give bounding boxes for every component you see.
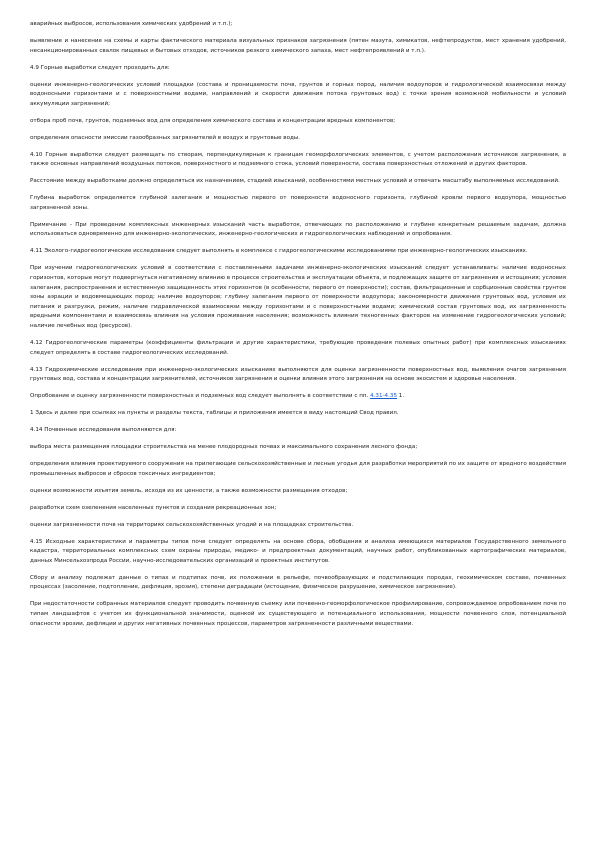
paragraph [30, 426, 566, 436]
paragraph [30, 194, 566, 213]
paragraph-text: 4.11 Эколого-гидрогеологические исследования следует выполнять в комплексе с гидрогеологическими исследованиями при инженерно-геологических изысканиях. [30, 248, 528, 255]
paragraph [30, 504, 566, 514]
paragraph [30, 521, 566, 531]
paragraph [30, 460, 566, 479]
paragraph [30, 177, 566, 187]
paragraph-text: выявление и нанесение на схемы и карты фактического материала визуальных признаков загрязнения (пятен мазута, химикатов, нефтепродуктов, мест хранения удобрений, несанкционированных свалок пищевых и бытовых отходов, источников резкого химического запаха, мест нефтепроявлений и т.п.). [30, 37, 566, 54]
paragraph [30, 366, 566, 385]
paragraph [30, 264, 566, 331]
document-page [30, 20, 566, 835]
paragraph [30, 247, 566, 257]
paragraph-text: При недостаточности собранных материалов следует проводить почвенную съемку или почвенно-геоморфологическое профилирование, сопровождаемое опробованием почв по типам ландшафтов с учетом их функциональной значимости, оценкой их существующего и потенциального использования, мощности почвенного слоя, потенциальной опасности эрозии, дефляции и других негативных почвенных процессов, параметров загрязненности различными веществами. [30, 601, 566, 627]
paragraph [30, 339, 566, 358]
paragraph [30, 600, 566, 629]
paragraph-text: 1 Здесь и далее при ссылках на пункты и разделы текста, таблицы и приложения имеется в виду настоящий Свод правил. [30, 410, 399, 417]
paragraph-text: аварийных выбросов, использования химических удобрений и т.п.); [30, 21, 233, 27]
paragraph-text: разработки схем озеленения населенных пунктов и создания рекреационных зон; [30, 504, 277, 511]
paragraph-text: 4.14 Почвенные исследования выполняются для: [30, 427, 177, 434]
paragraph [30, 574, 566, 593]
paragraph [30, 37, 566, 56]
paragraph [30, 64, 566, 74]
paragraph-text: оценки инженерно-геологических условий площадки (состава и проницаемости почв, грунтов и горных пород, наличия водоупоров и гидрологической взаимосвязи между водоносными горизонтами и с поверхностными водами, направлений и скорости движения потока грунтовых вод) с точки зрения возможной мобильности и условий аккумуляции загрязнений; [30, 81, 566, 107]
paragraph-text: определения влияния проектируемого сооружения на прилегающие сельскохозяйственные и лесные угодья для разработки мероприятий по их защите от вредного воздействия промышленных выбросов и сбросов токсичных ингредиентов; [30, 461, 566, 477]
footnote-marker: 1. [397, 393, 405, 400]
paragraph-text: Сбору и анализу подлежат данные о типах и подтипах почв, их положении в рельефе, почвообразующих и подстилающих породах, геохимическом составе, почвенных процессах (засоление, подтопление, дефляция, эрозия), степени деградации (истощение, физическое разрушение, химическое загрязнение). [30, 574, 566, 591]
paragraph-text: 4.10 Горные выработки следует размещать по створам, перпендикулярным к границам геоморфологических элементов, с учетом расположения источников загрязнения, а также основных направлений воздушных потоков, поверхностного и подземного стока, условий поверхности, состава поверхностных отложений и других факторов. [30, 151, 566, 168]
paragraph [30, 151, 566, 170]
paragraph [30, 538, 566, 567]
paragraph-text: Глубина выработок определяется глубиной залегания и мощностью первого от поверхности водоносного горизонта, глубиной кровли первого водоупора, мощностью загрязненной зоны. [30, 195, 566, 211]
paragraph-text: Примечание - При проведении комплексных инженерных изысканий часть выработок, отвечающих по расположению и глубине конкретным решаемым задачам, должна использоваться одновременно для инженерно-экологических, инженерно-геологических и гидрогеологических наблюдений и опробования. [30, 221, 566, 238]
paragraph [30, 409, 566, 419]
paragraph [30, 221, 566, 240]
paragraph [30, 81, 566, 110]
paragraph-text: Опробование и оценку загрязненности поверхностных и подземных вод следует выполнять в соответствии с пп. [30, 393, 371, 400]
paragraph-text: При изучении гидрогеологических условий в соответствии с поставленными задачами инженерно-экологических изысканий следует устанавливать: наличие водоносных горизонтов, которые могут подвергнуться негативному влиянию в процессе строительства и эксплуатации объекта, и подлежащих защите от загрязнения и истощения; условия залегания, распространения и естественную защищенность этих горизонтов (в особенности, первого от поверхности); состав, фильтрационные и сорбционные свойства грунтов зоны аэрации и водовмещающих пород; наличие водоупоров; глубину залегания первого от поверхности водоупора; закономерности движения грунтовых вод, условия их питания и разгрузки, режим, наличие гидравлической взаимосвязи между горизонтами и с поверхностными водами; химический состав грунтовых вод, их загрязненность вредными компонентами и взаимосвязь влияния на условия проживания населения; возможность влияния техногенных факторов на изменение гидрогеологических условий; наличие лечебных вод (ресурсов). [30, 265, 566, 329]
paragraph-text: 4.15 Исходные характеристики и параметры типов почв следует определять на основе сбора, обобщения и анализа имеющихся материалов Государственного земельного кадастра, территориальных комплексных схем охраны природы, медико- и предпроектных документаций, научных работ, опубликованных картографических материалов, данных Минсельхозпрода России, научно-исследовательских организаций и проектных институтов. [30, 538, 566, 564]
paragraph [30, 392, 566, 402]
paragraph-text: выбора места размещения площадки строительства на менее плодородных почвах и максимального сохранения лесного фонда; [30, 444, 418, 451]
paragraph-text: 4.9 Горные выработки следует проходить для: [30, 64, 170, 71]
paragraph [30, 134, 566, 144]
paragraph-text: оценки загрязненности почв на территориях сельскохозяйственных угодий и на площадках строительства. [30, 521, 354, 528]
paragraph-text: отбора проб почв, грунтов, подземных вод для определения химического состава и концентрации вредных компонентов; [30, 117, 396, 124]
section-reference-link[interactable]: 4.31-4.35 [370, 393, 398, 400]
paragraph-text: Расстояние между выработками должно определяться их назначением, стадией изысканий, особенностями местных условий и отвечать масштабу выполняемых исследований. [30, 178, 560, 185]
paragraph-text: 4.12 Гидрогеологические параметры (коэффициенты фильтрации и другие характеристики, требующие проведения полевых опытных работ) при комплексных изысканиях следует определять в составе гидрогеологических исследований. [30, 339, 566, 356]
paragraph [30, 117, 566, 127]
paragraph-text: определения опасности эмиссии газообразных загрязнителей в воздух и грунтовые воды. [30, 134, 301, 141]
paragraph [30, 20, 566, 30]
paragraph-text: оценки возможности изъятия земель, исходя из их ценности, а также возможности размещения отходов; [30, 487, 348, 494]
paragraph-text: 4.13 Гидрохимические исследования при инженерно-экологических изысканиях выполняются для оценки загрязненности поверхностных вод, выявления очагов загрязнения грунтовых вод, состава и концентрации загрязнителей, источников загрязнения и оценки влияния этого загрязнения на основе экосистем и здоровье населения. [30, 366, 566, 383]
paragraph [30, 443, 566, 453]
paragraph [30, 487, 566, 497]
